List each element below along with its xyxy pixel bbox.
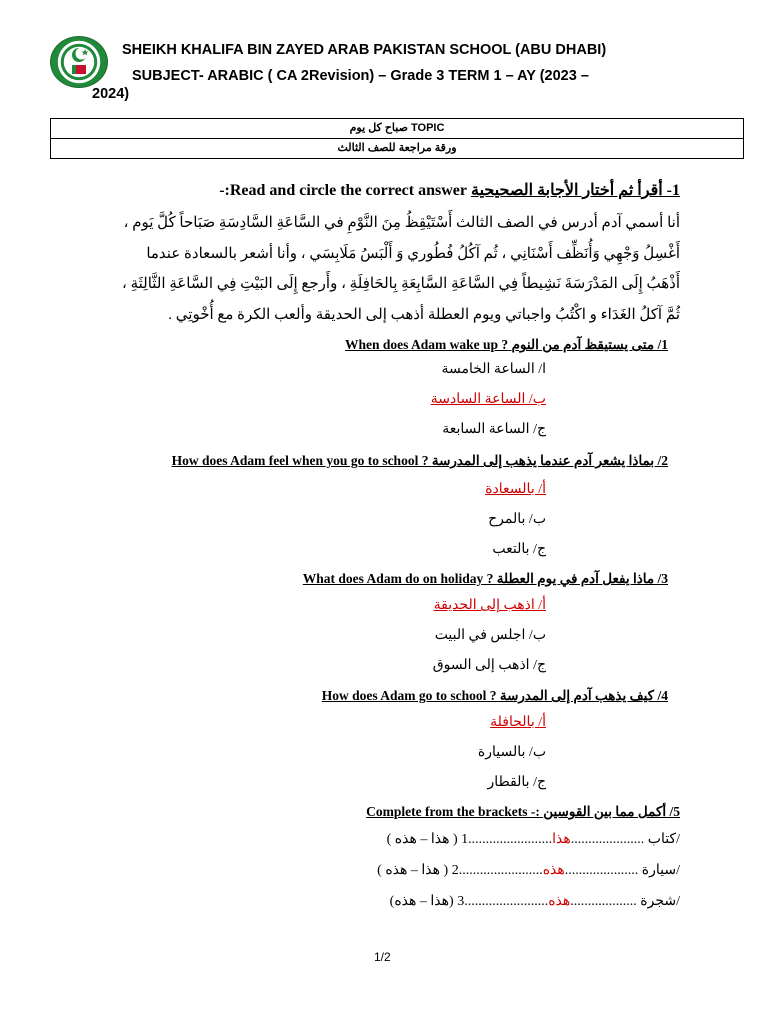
q1-option-a: ا/ الساعة الخامسة xyxy=(441,362,546,377)
fill-number: 3/ xyxy=(457,894,680,909)
fill-word: كتاب xyxy=(647,832,677,847)
q4-option-c: ج/ بالقطار xyxy=(487,775,546,790)
q1-option-b-correct: ب/ الساعة السادسة xyxy=(430,392,546,407)
question-2-arabic: 2/ بماذا يشعر آدم عندما يذهب إلى المدرسة xyxy=(431,453,668,468)
fill-item-1 xyxy=(387,831,680,848)
fill-number: 1/ xyxy=(461,832,680,847)
q2-option-c: ج/ بالتعب xyxy=(492,542,546,557)
question-4-english: How does Adam go to school ? xyxy=(321,688,497,703)
question-3 xyxy=(303,571,668,587)
fill-dots: ..................... xyxy=(570,832,645,847)
fill-choices: ( هذا – هذه ) xyxy=(377,863,449,878)
fill-choices: ( هذا – هذه ) xyxy=(386,832,458,847)
fill-dots: ..................... xyxy=(564,863,639,878)
school-logo xyxy=(50,36,108,88)
section5-title-english: Complete from the brackets -: xyxy=(366,804,540,819)
topic-row xyxy=(51,119,743,138)
question-2 xyxy=(172,453,668,469)
fill-item-2 xyxy=(377,862,680,879)
reading-passage xyxy=(80,208,680,330)
topic-box xyxy=(50,118,744,159)
fill-word: شجرة xyxy=(640,894,677,909)
section1-title xyxy=(219,180,680,200)
passage-line: أَغْسِلُ وَجْهِي وَأُنَظِّف أَسْنَانِي ، ثُم آكُلُ فُطُوري وَ أَلْبَسُ مَلَابِسَي ، وأنا أشعر بالسعادة عندما xyxy=(146,245,680,262)
question-4-arabic: 4/ كيف يذهب آدم إلى المدرسة xyxy=(499,688,668,703)
q1-option-c: ج/ الساعة السابعة xyxy=(442,422,546,437)
topic-arabic: صباح كل يوم xyxy=(349,122,408,134)
question-1-arabic: 1/ متى يستيقظ آدم من النوم xyxy=(511,337,668,352)
passage-line: أنا أسمي آدم أدرس في الصف الثالث أَسْتَيْقِظُ مِنَ النَّوْمِ في السَّاعَةِ السَّادِسَةِ صَبَاحاً كُلَّ يَوم ، xyxy=(123,215,680,231)
page-number: 1/2 xyxy=(374,950,391,964)
section1-title-arabic: 1- أقرأ ثم أختار الأجابة الصحيحية xyxy=(470,182,680,199)
question-4 xyxy=(322,688,668,704)
fill-dots: ................... xyxy=(570,894,637,909)
question-1 xyxy=(345,337,668,353)
fill-dots: ........................ xyxy=(468,832,553,847)
fill-answer: هذا xyxy=(552,832,571,847)
fill-number: 2/ xyxy=(451,863,680,878)
q3-option-a-correct: أ/ اذهب إلى الحديقة xyxy=(433,598,546,613)
question-2-english: How does Adam feel when you go to school ? xyxy=(171,453,429,468)
fill-answer: هذه xyxy=(542,863,565,878)
q4-option-b: ب/ بالسيارة xyxy=(477,745,546,760)
section5-title xyxy=(366,804,680,820)
worksheet-subtitle: ورقة مراجعة للصف الثالث xyxy=(51,138,743,158)
fill-dots: ........................ xyxy=(464,894,549,909)
fill-dots: ........................ xyxy=(458,863,543,878)
school-name: SHEIKH KHALIFA BIN ZAYED ARAB PAKISTAN SCHOOL (ABU DHABI) xyxy=(122,42,607,58)
academic-year-end: 2024) xyxy=(92,86,130,102)
section1-title-english: -:Read and circle the correct answer xyxy=(219,182,467,199)
section5-title-arabic: 5/ أكمل مما بين القوسين xyxy=(543,804,680,819)
fill-item-3 xyxy=(390,893,680,910)
topic-label: TOPIC xyxy=(411,122,445,134)
passage-line: أَذْهَبُ إِلَى المَدْرَسَةَ نَشِيطاً فِي السَّاعَةِ السَّابِعَةِ بِالحَافِلَةِ ، وأَرجع إِلَى البَيْتِ فِي السَّاعَةِ الثَّالِثَةِ ، xyxy=(122,276,680,292)
fill-answer: هذه xyxy=(548,894,571,909)
q3-option-c: ج/ اذهب إلى السوق xyxy=(432,658,546,673)
q2-option-b: ب/ بالمرح xyxy=(488,512,546,527)
q4-option-a-correct: أ/ بالحافلة xyxy=(490,715,546,730)
q2-option-a-correct: أ/ بالسعادة xyxy=(485,482,546,497)
subject-line: SUBJECT- ARABIC ( CA 2Revision) – Grade 3 TERM 1 – AY (2023 – xyxy=(132,68,589,84)
fill-choices: (هذا – هذه) xyxy=(389,894,454,909)
fill-word: سيارة xyxy=(641,863,677,878)
question-3-arabic: 3/ ماذا يفعل آدم في يوم العطلة xyxy=(496,571,668,586)
question-3-english: What does Adam do on holiday ? xyxy=(302,571,494,586)
q3-option-b: ب/ اجلس في البيت xyxy=(434,628,546,643)
question-1-english: When does Adam wake up ? xyxy=(345,337,509,352)
crescent-star-icon xyxy=(51,37,107,87)
passage-line: ثُمَّ آكلُ الغَدَاء و اكْتُبُ واجباتي ويوم العطلة أذهب إلى الحديقة وألعب الكرة مع أُخْوتِي . xyxy=(168,306,680,323)
